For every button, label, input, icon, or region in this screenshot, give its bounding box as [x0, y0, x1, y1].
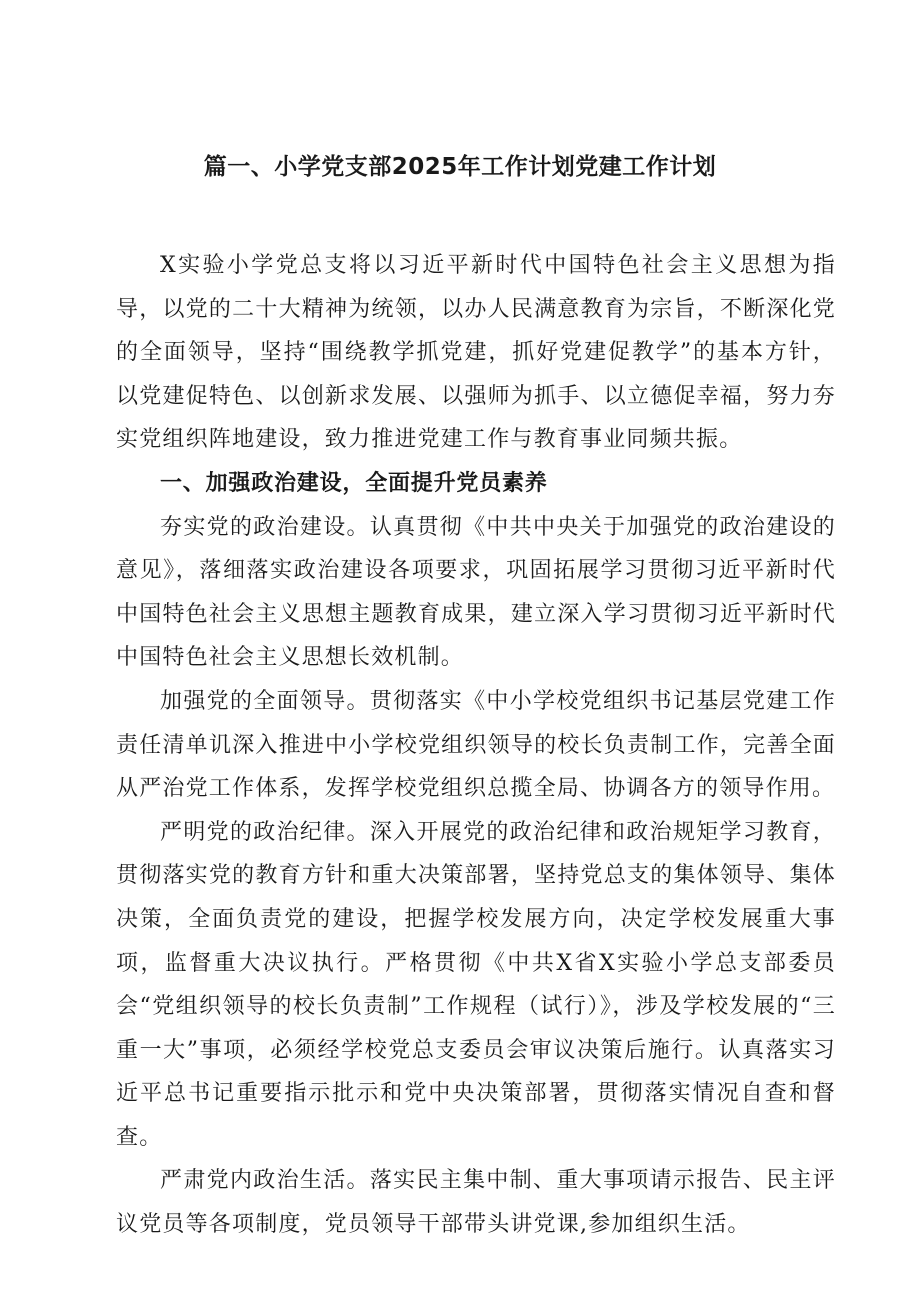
paragraph-political-life: 严肃党内政治生活。落实民主集中制、重大事项请示报告、民主评议党员等各项制度，党员领导干部带头讲党课,参加组织生活。	[116, 1168, 836, 1238]
document-body	[116, 244, 836, 1247]
intro-paragraph: X实验小学党总支将以习近平新时代中国特色社会主义思想为指导，以党的二十大精神为统领，以办人民满意教育为宗旨，不断深化党的全面领导，坚持“围绕教学抓党建，抓好党建促教学”的基本方针，以党建促特色、以创新求发展、以强师为抓手、以立德促幸福，努力夯实党组织阵地建设，致力推进党建工作与教育事业同频共振。	[116, 253, 836, 453]
paragraph-political-building: 夯实党的政治建设。认真贯彻《中共中央关于加强党的政治建设的意见》，落细落实政治建设各项要求，巩固拓展学习贯彻习近平新时代中国特色社会主义思想主题教育成果，建立深入学习贯彻习近平新时代中国特色社会主义思想长效机制。	[116, 514, 836, 671]
document-title: 篇一、小学党支部2025年工作计划党建工作计划	[203, 154, 717, 180]
paragraph-party-leadership: 加强党的全面领导。贯彻落实《中小学校党组织书记基层党建工作责任清单讥深入推进中小学校党组织领导的校长负责制工作，完善全面从严治党工作体系，发挥学校党组织总揽全局、协调各方的领导作用。	[116, 688, 836, 802]
paragraph-political-discipline: 严明党的政治纪律。深入开展党的政治纪律和政治规矩学习教育，贯彻落实党的教育方针和重大决策部署，坚持党总支的集体领导、集体决策，全面负责党的建设，把握学校发展方向，决定学校发展重大事项，监督重大决议执行。严格贯彻《中共X省X实验小学总支部委员会“党组织领导的校长负责制”工作规程（试行）》，涉及学校发展的“三重一大”事项，必须经学校党总支委员会审议决策后施行。认真落实习近平总书记重要指示批示和党中央决策部署，贯彻落实情况自查和督查。	[116, 819, 836, 1150]
section-heading: 一、加强政治建设，全面提升党员素养	[160, 470, 548, 496]
